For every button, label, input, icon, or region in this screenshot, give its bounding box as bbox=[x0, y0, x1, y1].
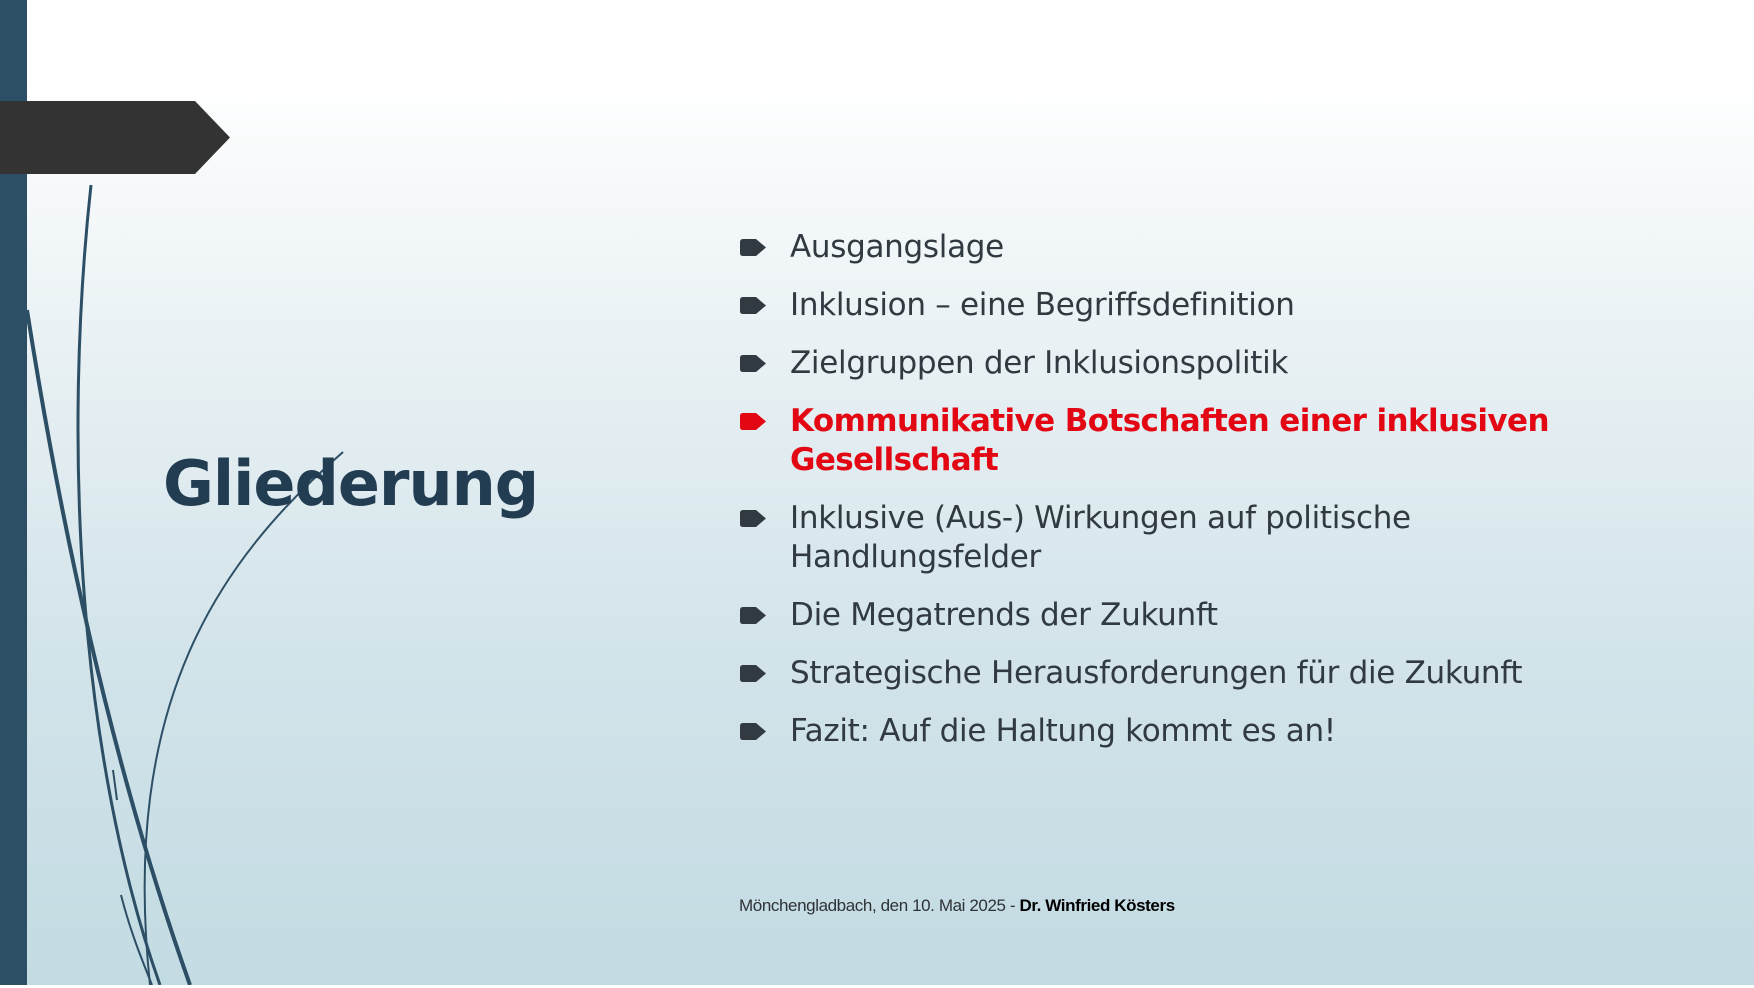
agenda-item-label: Inklusive (Aus-) Wirkungen auf politische Handlungsfelder bbox=[790, 500, 1411, 575]
arrow-tab-shape bbox=[0, 101, 230, 174]
agenda-item-label: Inklusion – eine Begriffsdefinition bbox=[790, 287, 1295, 323]
arrow-bullet-icon bbox=[740, 723, 766, 740]
agenda-item bbox=[740, 499, 1620, 577]
arrow-bullet-icon bbox=[740, 510, 766, 527]
agenda-item bbox=[740, 596, 1620, 635]
footer-place-date: Mönchengladbach, den 10. Mai 2025 - bbox=[739, 896, 1020, 915]
agenda-item-active bbox=[740, 402, 1620, 480]
agenda-item-label: Kommunikative Botschaften einer inklusiven Gesellschaft bbox=[790, 403, 1549, 478]
slide-title: Gliederung bbox=[163, 447, 539, 520]
arrow-bullet-icon bbox=[740, 665, 766, 682]
agenda-item-label: Zielgruppen der Inklusionspolitik bbox=[790, 345, 1289, 381]
agenda-item bbox=[740, 286, 1620, 325]
agenda-item bbox=[740, 654, 1620, 693]
footer-author: Dr. Winfried Kösters bbox=[1019, 896, 1175, 915]
arrow-bullet-icon bbox=[740, 297, 766, 314]
agenda-item-label: Die Megatrends der Zukunft bbox=[790, 597, 1218, 633]
agenda-list bbox=[740, 228, 1620, 770]
agenda-item-label: Ausgangslage bbox=[790, 229, 1004, 265]
slide-footer bbox=[739, 896, 1175, 916]
agenda-item bbox=[740, 228, 1620, 267]
arrow-bullet-icon bbox=[740, 355, 766, 372]
arrow-bullet-icon bbox=[740, 607, 766, 624]
agenda-item bbox=[740, 712, 1620, 751]
agenda-item-label: Strategische Herausforderungen für die Zukunft bbox=[790, 655, 1523, 691]
agenda-item-label: Fazit: Auf die Haltung kommt es an! bbox=[790, 713, 1336, 749]
arrow-bullet-icon bbox=[740, 239, 766, 256]
arrow-bullet-icon bbox=[740, 413, 766, 430]
agenda-item bbox=[740, 344, 1620, 383]
